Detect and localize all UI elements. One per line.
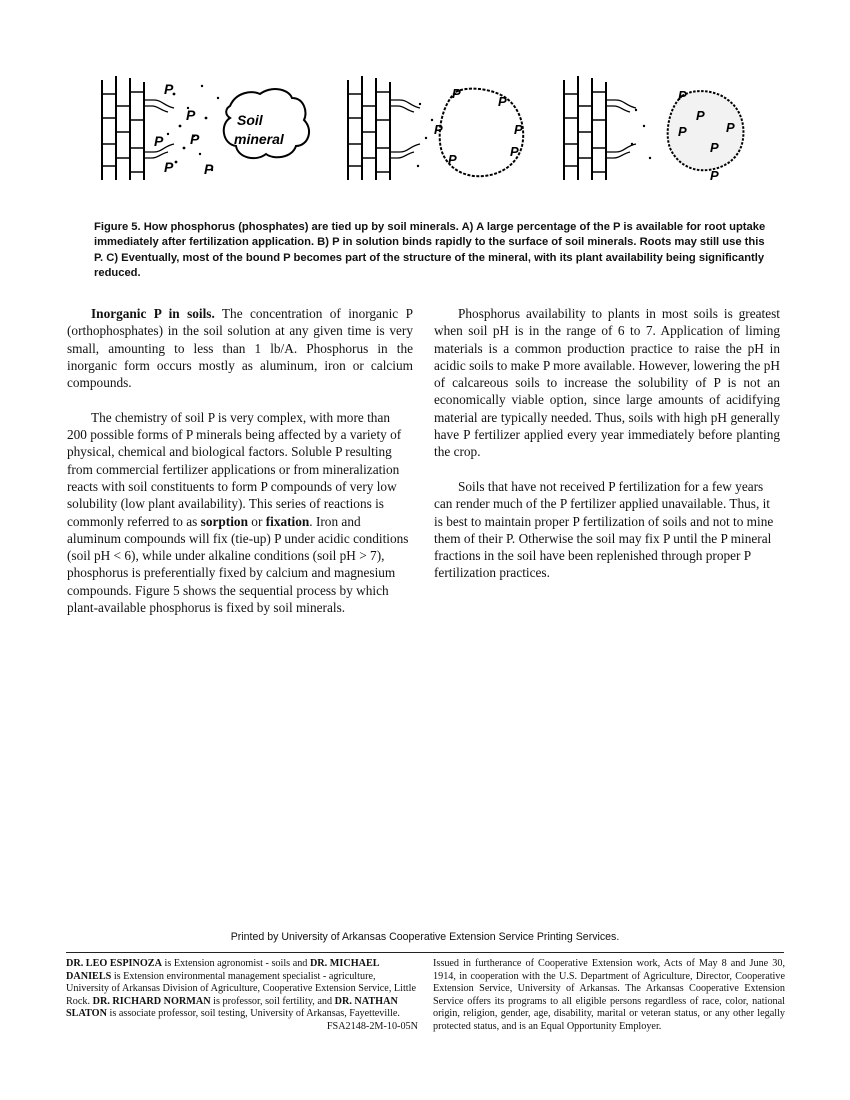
p-label: P	[696, 108, 705, 123]
p-label: P	[678, 88, 687, 103]
paragraph-inorganic-p	[67, 305, 413, 391]
root-cells-panel-b	[348, 76, 420, 180]
p-label: P	[186, 107, 196, 123]
p-label: P	[452, 86, 461, 101]
p-label: P	[710, 168, 719, 183]
solution-dots-panel-c	[631, 109, 651, 159]
term-fixation: fixation	[265, 513, 310, 529]
p-label: P	[726, 120, 735, 135]
p-label: P	[510, 144, 519, 159]
p-label: P	[190, 131, 200, 147]
figure-caption: Figure 5. How phosphorus (phosphates) are tied up by soil minerals. A) A large percentage of the P is available for root uptake immediately after fertilization application. B) P in solution binds rapidly to the surface of soil minerals. Roots may still use this P. C) Eventually, most of the bound P becomes part of the structure of the mineral, with its plant availability being significantly reduced.	[94, 221, 766, 279]
author-name: DR. RICHARD NORMAN	[92, 995, 211, 1007]
author-name: DR. NATHAN SLATON	[66, 995, 398, 1020]
right-column	[434, 305, 780, 599]
paragraph-fertilization: Soils that have not received P fertilization for a few years can render much of the P fertilizer applied unavailable. Thus, it is best to maintain proper P fertilization of soils and not to mine them of their P. Otherwise the soil may fix P until the P mineral fractions in the soil have been replenished through proper P fertilization practices.	[434, 478, 774, 581]
author-role: is Extension agronomist - soils and	[161, 958, 310, 969]
figure-5-illustration	[92, 74, 752, 190]
author-role: is associate professor, soil testing, University of Arkansas, Fayetteville.	[106, 1008, 400, 1020]
extension-disclaimer: Issued in furtherance of Cooperative Extension work, Acts of May 8 and June 30, 1914, in cooperation with the U.S. Department of Agriculture, Director, Cooperative Extension Service, University of Arkansas. The Arkansas Cooperative Extension Service offers its programs to all eligible persons regardless of race, color, national origin, religion, gender, age, disability, marital or veteran status, or any other legally protected status, and is an Equal Opportunity Employer.	[433, 958, 785, 1032]
p-label: P	[448, 152, 457, 167]
solution-dots-panel-a	[167, 85, 219, 171]
left-column	[67, 305, 413, 634]
author-name: DR. LEO ESPINOZA	[66, 958, 162, 969]
paragraph-text: or	[247, 513, 266, 529]
paragraph-ph-availability: Phosphorus availability to plants in most soils is greatest when soil pH is in the range of 6 to 7. Application of liming materials is a common production practice to raise the pH in acidic soils to make P more available. However, lowering the pH of calcareous soils to increase the solubility of P is not an economically viable option, since large amounts of acidifying material are typically needed. Thus, soils with high pH generally have P fertilizer applied every year immediately before planting the crop.	[434, 306, 780, 460]
author-credits	[66, 958, 418, 1034]
solution-dots-panel-b	[417, 103, 433, 167]
section-lead-heading: Inorganic P in soils.	[91, 306, 215, 321]
paragraph-text: . Iron and aluminum compounds will fix (tie-up) P under acidic conditions (soil pH < 6), while under alkaline conditions (soil pH > 7), phosphorus is preferentially fixed by calcium and magnesium compounds. Figure 5 shows the sequential process by which plant-available phosphorus is fixed by soil minerals.	[67, 513, 409, 616]
soil-mineral-label: Soil	[237, 112, 263, 128]
p-label: P	[154, 133, 164, 149]
root-cells-panel-c	[564, 76, 636, 180]
p-label: P	[204, 161, 214, 177]
p-label: P	[164, 81, 174, 97]
p-label: P	[434, 122, 443, 137]
soil-mineral-label: mineral	[234, 131, 284, 147]
p-label: P	[678, 124, 687, 139]
term-sorption: sorption	[200, 513, 248, 529]
p-label: P	[710, 140, 719, 155]
printed-by-line: Printed by University of Arkansas Cooperative Extension Service Printing Services.	[230, 931, 620, 943]
footer-divider	[66, 952, 784, 953]
paragraph-text: The chemistry of soil P is very complex, with more than 200 possible forms of P minerals being affected by a variety of physical, chemical and biological factors. Soluble P resulting from commercial fertilizer applications or from mineralization reacts with soil constituents to form P compounds of very low solubility (low plant availability). This series of reactions is commonly referred to as	[67, 409, 402, 529]
p-label: P	[498, 94, 507, 109]
author-role: is professor, soil fertility, and	[210, 995, 335, 1007]
paragraph-text: The concentration of inorganic P (orthophosphates) in the soil solution at any given time is very small, amounting to less than 1 lb/A. Phosphorus in the inorganic form occurs mostly as aluminum, iron or calcium compounds.	[67, 306, 413, 391]
paragraph-soil-chemistry	[67, 409, 413, 617]
author-name: DR. MICHAEL DANIELS	[66, 958, 380, 982]
p-label: P	[164, 159, 174, 175]
publication-code: FSA2148-2M-10-05N	[326, 1020, 418, 1032]
p-label: P	[514, 122, 523, 137]
author-role: is Extension environmental management specialist - agriculture, University of Arkansas Division of Agriculture, Cooperative Extension Service, Little Rock.	[66, 970, 416, 1007]
